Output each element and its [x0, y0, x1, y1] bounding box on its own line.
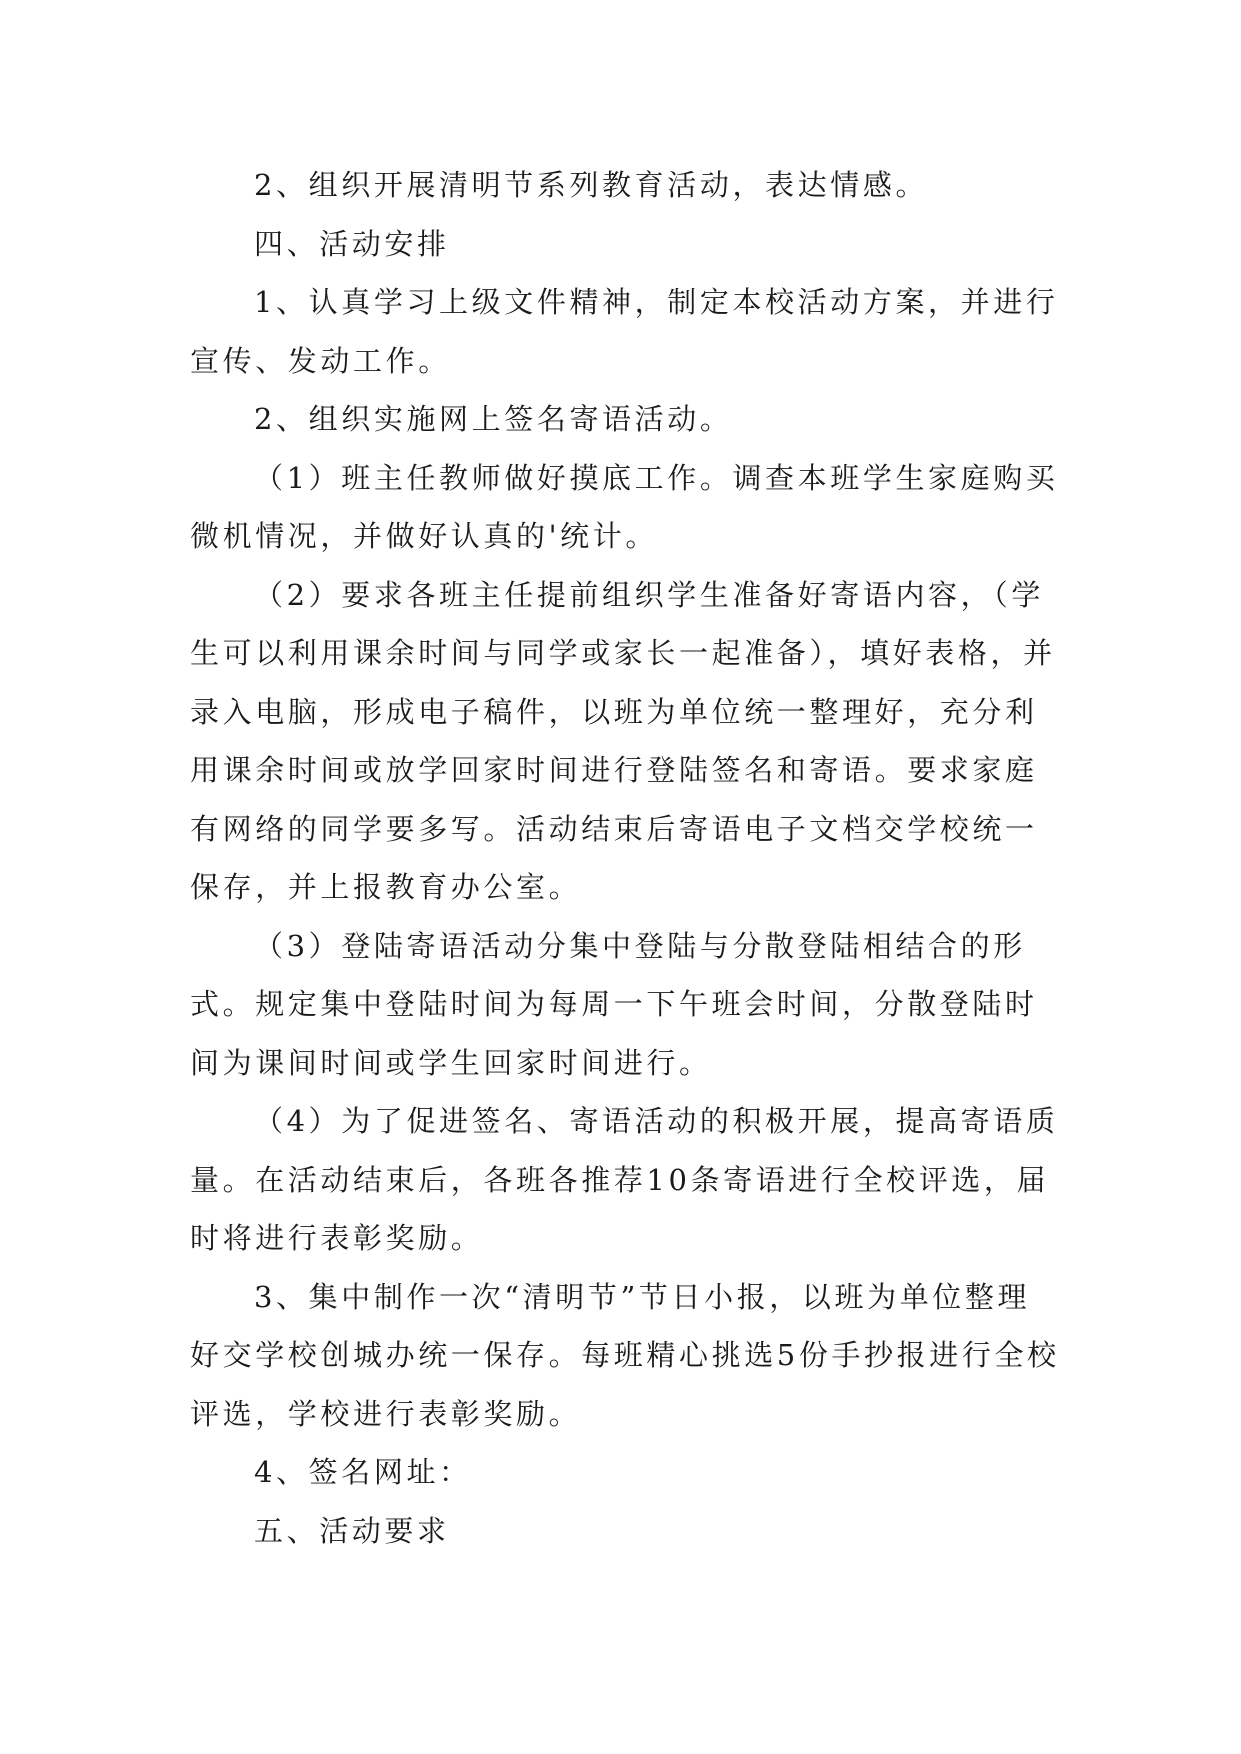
paragraph-signature-url: 4、签名网址： — [254, 1455, 472, 1489]
document-body — [190, 156, 1062, 1560]
paragraph-item-4-awards: （4）为了促进签名、寄语活动的积极开展，提高寄语质量。在活动结束后，各班各推荐10条寄语进行全校评选，届时将进行表彰奖励。 — [190, 1104, 1059, 1255]
paragraph-study-documents: 1、认真学习上级文件精神，制定本校活动方案，并进行宣传、发动工作。 — [190, 285, 1059, 378]
paragraph-item-1-survey: （1）班主任教师做好摸底工作。调查本班学生家庭购买微机情况，并做好认真的'统计。 — [190, 460, 1059, 553]
paragraph-newsletter: 3、集中制作一次“清明节”节日小报，以班为单位整理好交学校创城办统一保存。每班精心挑选5份手抄报进行全校评选，学校进行表彰奖励。 — [190, 1279, 1060, 1431]
paragraph-education-activities: 2、组织开展清明节系列教育活动，表达情感。 — [254, 168, 929, 202]
section-heading-activity-arrangement: 四、活动安排 — [254, 226, 450, 261]
paragraph-online-signature: 2、组织实施网上签名寄语活动。 — [254, 402, 733, 436]
paragraph-item-2-messages: （2）要求各班主任提前组织学生准备好寄语内容，（学生可以利用课余时间与同学或家长一起准备），填好表格，并录入电脑，形成电子稿件，以班为单位统一整理好，充分利用课余时间或放学回家时间进行登陆签名和寄语。要求家庭有网络的同学要多写。活动结束后寄语电子文档交学校统一保存，并上报教育办公室。 — [190, 577, 1056, 904]
section-heading-activity-requirements: 五、活动要求 — [254, 1513, 450, 1548]
paragraph-item-3-login: （3）登陆寄语活动分集中登陆与分散登陆相结合的形式。规定集中登陆时间为每周一下午班会时间，分散登陆时间为课间时间或学生回家时间进行。 — [190, 928, 1038, 1080]
